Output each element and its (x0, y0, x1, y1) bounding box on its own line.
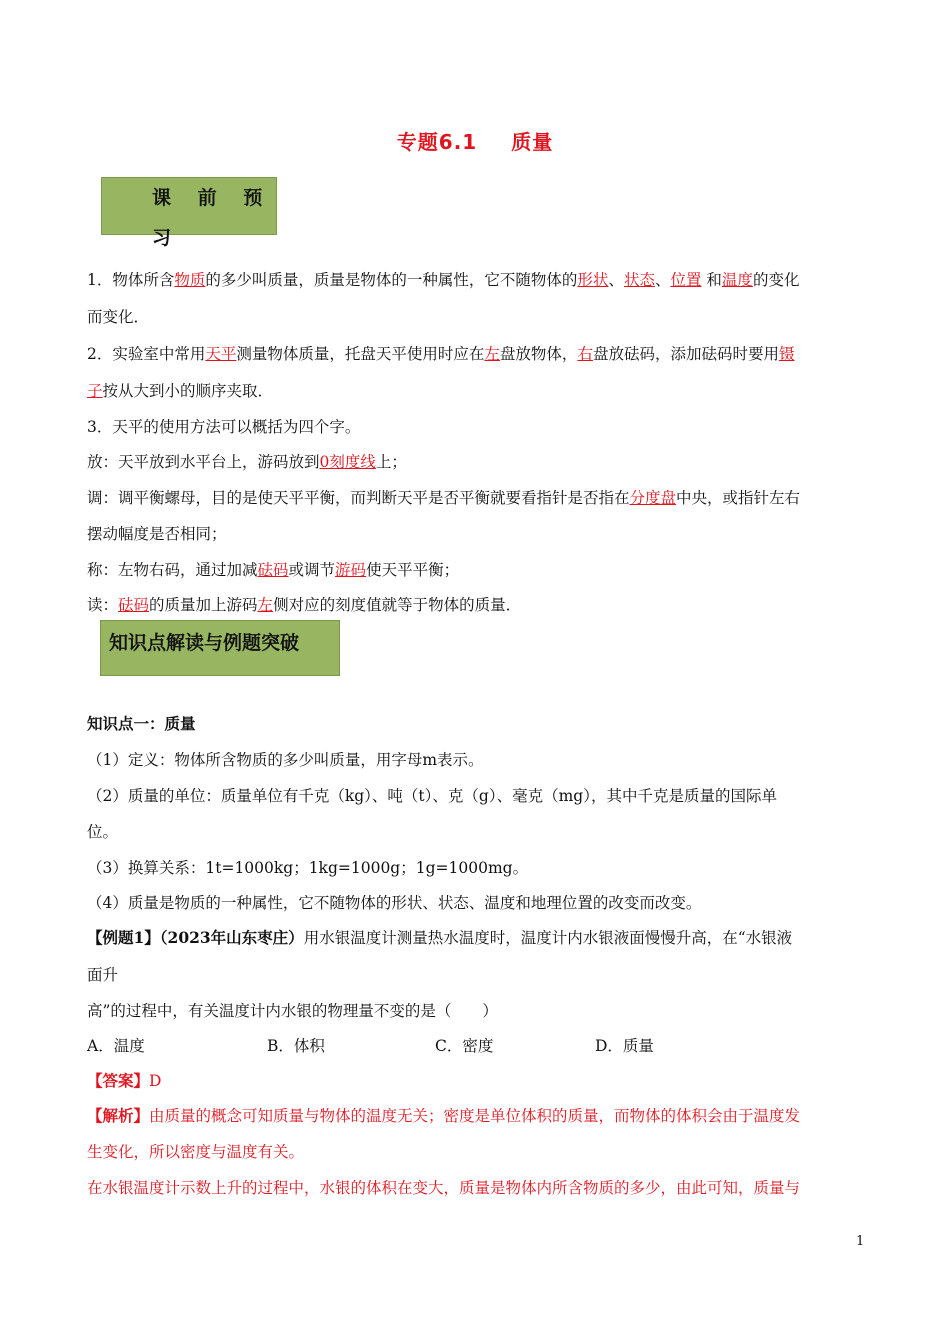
step-fang: 放：天平放到水平台上，游码放到0刻度线上； (87, 453, 407, 471)
answer-blank: 分度盘 (629, 489, 677, 507)
question-1: 1．物体所含物质的多少叫质量，质量是物体的一种属性，它不随物体的形状、状态、位置 和温度的变化 (87, 271, 800, 289)
option-b: B．体积 (267, 1037, 325, 1055)
knowledge-p2-cont: 位。 (87, 823, 119, 841)
question-2-cont: 子按从大到小的顺序夹取． (87, 382, 274, 400)
example-1-analysis: 【解析】由质量的概念可知质量与物体的温度无关；密度是单位体积的质量，而物体的体积会由于温度发 (87, 1106, 801, 1125)
example-1-answer (87, 1069, 161, 1091)
option-a: A．温度 (87, 1037, 145, 1055)
step-cheng: 称：左物右码，通过加减砝码或调节游码使天平平衡； (87, 561, 460, 579)
section-banner-knowledge: 知识点解读与例题突破 (100, 620, 340, 676)
option-d: D．质量 (595, 1037, 654, 1055)
answer-label: 【答案】 (87, 1071, 150, 1090)
answer-blank: 0刻度线 (319, 453, 376, 471)
answer-blank: 游码 (335, 561, 367, 579)
question-2: 2．实验室中常用天平测量物体质量，托盘天平使用时应在左盘放物体，右盘放砝码，添加砝码时要用镊 (87, 345, 795, 363)
page-number: 1 (856, 1234, 865, 1249)
title-text: 质量 (511, 130, 554, 154)
example-1-analysis-cont: 生变化，所以密度与温度有关。 (87, 1143, 305, 1161)
answer-value: D (149, 1072, 162, 1090)
example-source: （2023年山东枣庄） (159, 928, 304, 947)
example-1-question: 【例题1】（2023年山东枣庄）用水银温度计测量热水温度时，温度计内水银液面慢慢升高，在“水银液 (87, 928, 793, 947)
answer-blank: 温度 (721, 271, 753, 289)
example-1-options (87, 1034, 654, 1056)
example-1-question-cont2: 高”的过程中，有关温度计内水银的物理量不变的是（ ） (87, 1002, 498, 1020)
answer-blank: 左 (484, 345, 500, 363)
page-title (0, 126, 950, 155)
knowledge-p1: （1）定义：物体所含物质的多少叫质量，用字母m表示。 (87, 751, 484, 769)
example-1-analysis-cont2: 在水银温度计示数上升的过程中，水银的体积在变大，质量是物体内所含物质的多少，由此可知，质量与 (87, 1179, 801, 1197)
question-3: 3．天平的使用方法可以概括为四个字。 (87, 418, 361, 436)
option-c: C．密度 (435, 1037, 494, 1055)
answer-blank: 物质 (174, 271, 206, 289)
answer-blank: 状态 (623, 271, 655, 289)
knowledge-p4: （4）质量是物质的一种属性，它不随物体的形状、状态、温度和地理位置的改变而改变。 (87, 894, 702, 912)
example-label: 【例题1】 (87, 928, 160, 947)
answer-blank: 镊 (778, 345, 795, 363)
example-1-question-cont: 面升 (87, 966, 119, 984)
question-1-cont: 而变化． (87, 308, 150, 326)
answer-blank: 左 (257, 596, 274, 614)
knowledge-p3: （3）换算关系：1t=1000kg；1kg=1000g；1g=1000mg。 (87, 859, 529, 877)
answer-blank: 天平 (205, 345, 237, 363)
answer-blank: 右 (577, 345, 593, 363)
knowledge-p2: （2）质量的单位：质量单位有千克（kg）、吨（t）、克（g）、毫克（mg），其中千克是质量的国际单 (87, 787, 777, 805)
knowledge-heading: 知识点一：质量 (87, 715, 196, 733)
section-banner-preview: 课 前 预 习 (101, 177, 277, 235)
answer-blank: 子 (87, 382, 103, 400)
answer-blank: 形状 (577, 271, 609, 289)
answer-blank: 位置 (670, 271, 702, 289)
step-tiao: 调：调平衡螺母，目的是使天平平衡，而判断天平是否平衡就要看指针是否指在分度盘中央，或指针左右 (87, 489, 801, 507)
step-du: 读：砝码的质量加上游码左侧对应的刻度值就等于物体的质量． (87, 596, 522, 614)
analysis-label: 【解析】 (87, 1106, 150, 1125)
title-number: 专题6.1 (396, 130, 478, 154)
step-tiao-cont: 摆动幅度是否相同； (87, 525, 227, 543)
answer-blank: 砝码 (118, 596, 150, 614)
answer-blank: 砝码 (257, 561, 289, 579)
